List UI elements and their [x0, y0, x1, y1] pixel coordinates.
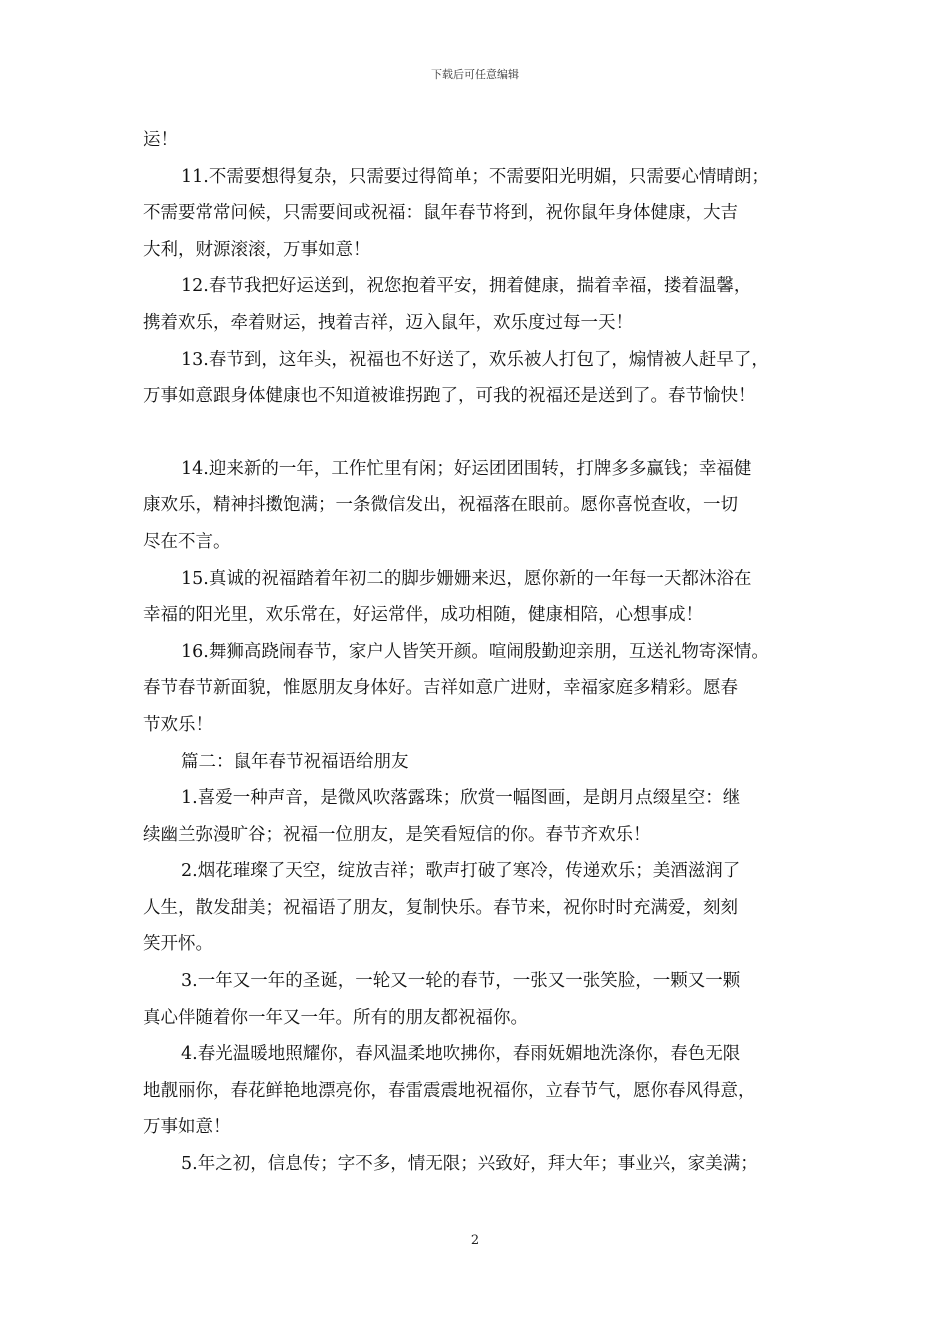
text-line: 16.舞狮高跷闹春节，家户人皆笑开颜。喧闹殷勤迎亲朋，互送礼物寄深情。 — [181, 641, 769, 662]
text-line: 地靓丽你，春花鲜艳地漂亮你，春雷震震地祝福你，立春节气，愿你春风得意， — [143, 1080, 756, 1101]
page-header: 下载后可任意编辑 — [431, 68, 519, 81]
document-body — [143, 122, 821, 1183]
text-line: 2.烟花璀璨了天空，绽放吉祥；歌声打破了寒冷，传递欢乐；美酒滋润了 — [181, 861, 741, 882]
text-line: 14.迎来新的一年，工作忙里有闲；好运团团围转，打牌多多赢钱；幸福健 — [181, 458, 752, 479]
text-line: 携着欢乐，牵着财运，拽着吉祥，迈入鼠年，欢乐度过每一天！ — [143, 312, 633, 333]
section-heading: 篇二：鼠年春节祝福语给朋友 — [181, 751, 409, 772]
text-line: 4.春光温暖地照耀你，春风温柔地吹拂你，春雨妩媚地洗涤你，春色无限 — [181, 1044, 741, 1065]
text-line: 13.春节到，这年头，祝福也不好送了，欢乐被人打包了，煽情被人赶早了， — [181, 349, 769, 370]
text-line: 人生，散发甜美；祝福语了朋友，复制快乐。春节来，祝你时时充满爱，刻刻 — [143, 897, 738, 918]
text-line: 幸福的阳光里，欢乐常在，好运常伴，成功相随，健康相陪，心想事成！ — [143, 605, 703, 626]
text-line: 1.喜爱一种声音，是微风吹落露珠；欣赏一幅图画，是朗月点缀星空：继 — [181, 788, 741, 809]
text-line: 3.一年又一年的圣诞，一轮又一轮的春节，一张又一张笑脸，一颗又一颗 — [181, 971, 741, 992]
text-line: 尽在不言。 — [143, 531, 231, 552]
text-line: 康欢乐，精神抖擞饱满；一条微信发出，祝福落在眼前。愿你喜悦查收，一切 — [143, 495, 738, 516]
text-line: 运！ — [143, 130, 178, 150]
text-line: 续幽兰弥漫旷谷；祝福一位朋友，是笑看短信的你。春节齐欢乐！ — [143, 824, 651, 845]
text-line: 5.年之初，信息传；字不多，情无限；兴致好，拜大年；事业兴，家美满； — [181, 1154, 758, 1175]
text-line: 春节春节新面貌，惟愿朋友身体好。吉祥如意广进财，幸福家庭多精彩。愿春 — [143, 678, 738, 699]
text-line: 真心伴随着你一年又一年。所有的朋友都祝福你。 — [143, 1007, 528, 1028]
text-line: 11.不需要想得复杂，只需要过得简单；不需要阳光明媚，只需要心情晴朗； — [181, 166, 769, 187]
text-line: 笑开怀。 — [143, 934, 213, 955]
text-line: 15.真诚的祝福踏着年初二的脚步姗姗来迟，愿你新的一年每一天都沐浴在 — [181, 568, 752, 589]
text-line: 万事如意！ — [143, 1117, 231, 1138]
text-line: 不需要常常问候，只需要间或祝福：鼠年春节将到，祝你鼠年身体健康，大吉 — [143, 203, 738, 224]
text-line: 12.春节我把好运送到，祝您抱着平安，拥着健康，揣着幸福，搂着温馨， — [181, 276, 752, 297]
text-line: 大利，财源滚滚，万事如意！ — [143, 239, 371, 260]
text-line: 节欢乐！ — [143, 714, 213, 735]
text-line: 万事如意跟身体健康也不知道被谁拐跑了，可我的祝福还是送到了。春节愉快！ — [143, 386, 756, 407]
page-number: 2 — [470, 1233, 480, 1248]
